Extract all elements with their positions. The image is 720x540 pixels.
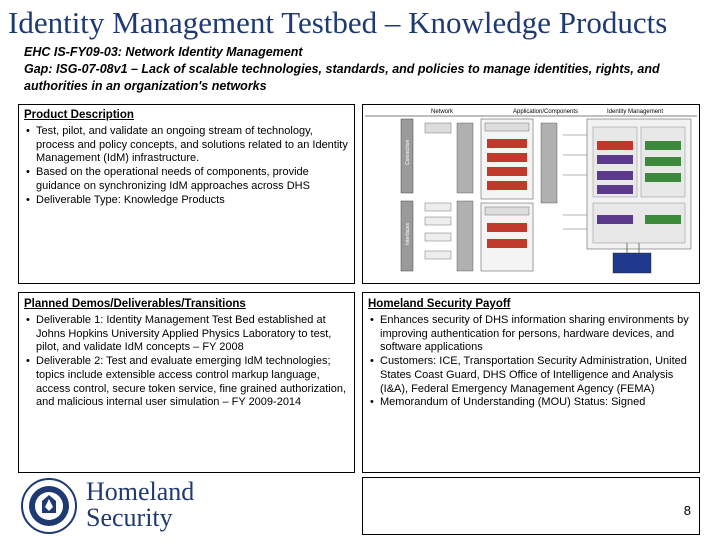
product-description-box xyxy=(18,104,355,284)
interfaces-label: Interfaces xyxy=(405,223,411,245)
connection-label: Connection xyxy=(405,139,411,165)
list-item: • Deliverable 1: Identity Management Test Bed established at Johns Hopkins University Applied Physics Laboratory to test, pilot, and validate IdM concepts – FY 2008 xyxy=(36,314,349,355)
planned-demos-heading: Planned Demos/Deliverables/Transitions xyxy=(24,298,246,310)
list-item: • Enhances security of DHS information sharing environments by improving authentication for persons, hardware devices, and software applications xyxy=(380,314,694,355)
diagram-header-idm: Identity Management xyxy=(607,109,664,115)
product-description-heading: Product Description xyxy=(24,109,134,121)
diagram-header-network: Network xyxy=(431,109,454,115)
planned-demos-list xyxy=(24,314,349,410)
subtitle-project: EHC IS-FY09-03: Network Identity Management xyxy=(24,45,303,59)
dhs-logo xyxy=(20,477,220,535)
page-number: 8 xyxy=(683,503,691,518)
list-item: • Memorandum of Understanding (MOU) Status: Signed xyxy=(380,396,694,410)
wordmark-line2: Security xyxy=(86,503,173,532)
architecture-diagram xyxy=(363,105,699,283)
planned-demos-box xyxy=(18,292,355,473)
subtitle-gap: Gap: ISG-07-08v1 – Lack of scalable technologies, standards, and policies to manage identities, rights, and authorities in an organization's networks xyxy=(24,62,660,93)
architecture-diagram-box xyxy=(362,104,700,284)
list-item: • Based on the operational needs of components, provide guidance on synchronizing IdM approaches across DHS xyxy=(36,166,349,193)
diagram-header-app: Application/Components xyxy=(513,109,579,115)
list-item: • Deliverable 2: Test and evaluate emerging IdM technologies; topics include extensible access control markup language, access control, secure token service, fine grained authorization, and malicious internal user simulation – FY 2009-2014 xyxy=(36,355,349,410)
homeland-payoff-box xyxy=(362,292,700,473)
footer-box xyxy=(362,477,700,535)
homeland-payoff-heading: Homeland Security Payoff xyxy=(368,298,511,310)
list-item: • Deliverable Type: Knowledge Products xyxy=(36,194,349,208)
dhs-wordmark xyxy=(86,479,194,531)
list-item: • Test, pilot, and validate an ongoing stream of technology, process and policy concepts, and solutions related to an Identity Management (IdM) infrastructure. xyxy=(36,125,349,166)
wordmark-line1: Homeland xyxy=(86,477,195,506)
dhs-seal-icon xyxy=(20,477,78,535)
page-title: Identity Management Testbed – Knowledge Products xyxy=(8,5,668,40)
list-item: • Customers: ICE, Transportation Security Administration, United States Coast Guard, DHS Office of Intelligence and Analysis (I&A), Federal Emergency Management Agency (FEMA) xyxy=(380,355,694,396)
subtitle-block xyxy=(24,44,714,95)
homeland-payoff-list xyxy=(368,314,694,410)
product-description-list xyxy=(24,125,349,207)
